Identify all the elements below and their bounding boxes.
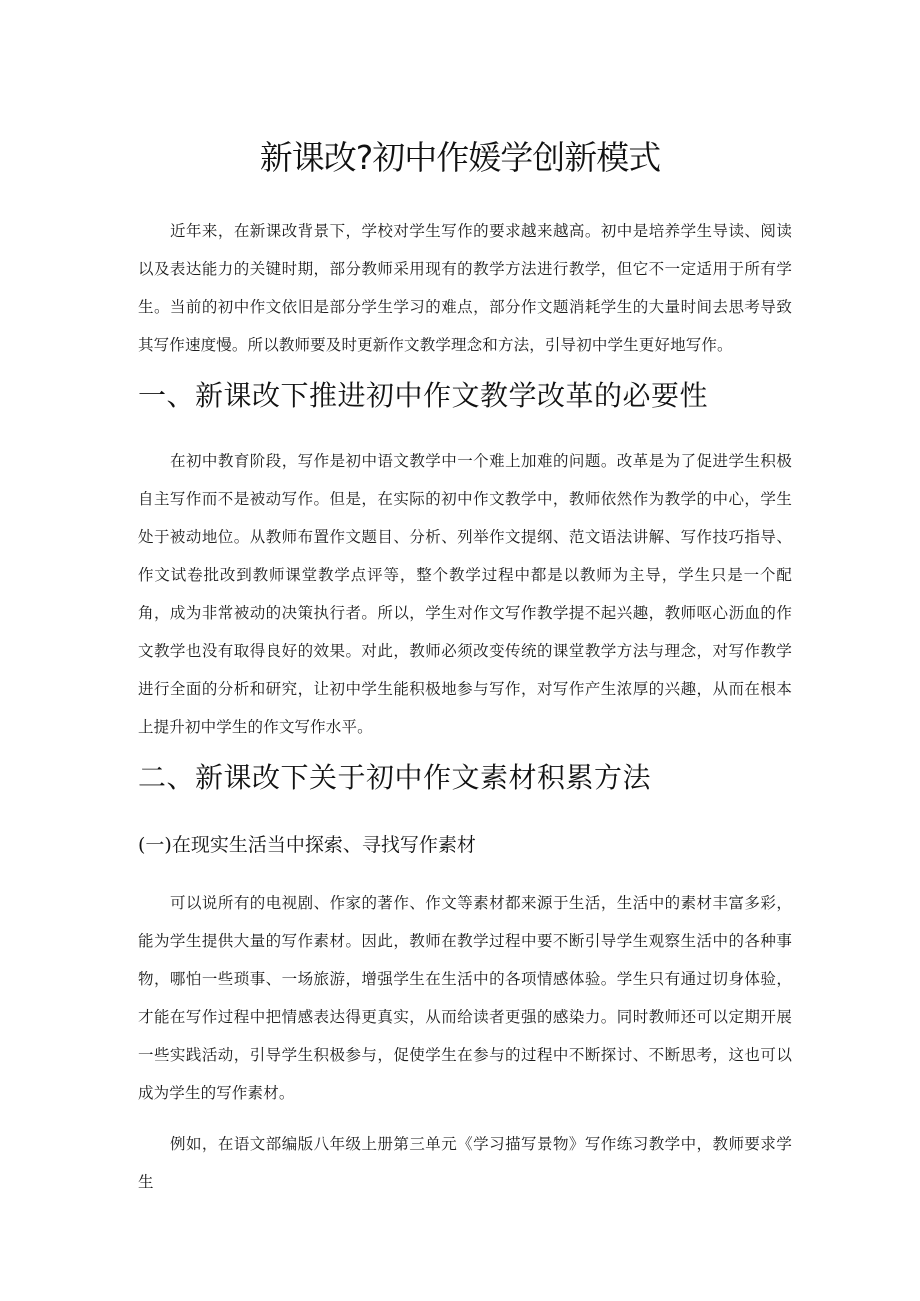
section-2-heading: 二、新课改下关于初中作文素材积累方法 xyxy=(138,761,652,794)
subsection-2-1-paragraph-1: 可以说所有的电视剧、作家的著作、作文等素材都来源于生活，生活中的素材丰富多彩，能为学生提供大量的写作素材。因此，教师在教学过程中要不断引导学生观察生活中的各种事物，哪怕一些琐事、一场旅游，增强学生在生活中的各项情感体验。学生只有通过切身体验，才能在写作过程中把情感表达得更真实，从而给读者更强的感染力。同时教师还可以定期开展一些实践活动，引导学生积极参与，促使学生在参与的过程中不断探讨、不断思考，这也可以成为学生的写作素材。 xyxy=(138,894,792,1102)
document-title: 新课改?初中作媛学创新模式 xyxy=(259,138,661,177)
section-1-paragraph: 在初中教育阶段，写作是初中语文教学中一个难上加难的问题。改革是为了促进学生积极自主写作而不是被动写作。但是，在实际的初中作文教学中，教师依然作为教学的中心，学生处于被动地位。从教师布置作文题目、分析、列举作文提纲、范文语法讲解、写作技巧指导、作文试卷批改到教师课堂教学点评等，整个教学过程中都是以教师为主导，学生只是一个配角，成为非常被动的决策执行者。所以，学生对作文写作教学提不起兴趣，教师呕心沥血的作文教学也没有取得良好的效果。对此，教师必须改变传统的课堂教学方法与理念，对写作教学进行全面的分析和研究，让初中学生能积极地参与写作，对写作产生浓厚的兴趣，从而在根本上提升初中学生的作文写作水平。 xyxy=(138,452,792,736)
subsection-2-1-heading: (一)在现实生活当中探索、寻找写作素材 xyxy=(138,834,476,856)
intro-paragraph: 近年来，在新课改背景下，学校对学生写作的要求越来越高。初中是培养学生导读、阅读以及表达能力的关键时期，部分教师采用现有的教学方法进行教学，但它不一定适用于所有学生。当前的初中作文依旧是部分学生学习的难点，部分作文题消耗学生的大量时间去思考导致其写作速度慢。所以教师要及时更新作文教学理念和方法，引导初中学生更好地写作。 xyxy=(138,222,792,354)
section-1-heading: 一、新课改下推进初中作文教学改革的必要性 xyxy=(138,379,709,412)
subsection-2-1-paragraph-2: 例如，在语文部编版八年级上册第三单元《学习描写景物》写作练习教学中，教师要求学生 xyxy=(138,1135,792,1191)
